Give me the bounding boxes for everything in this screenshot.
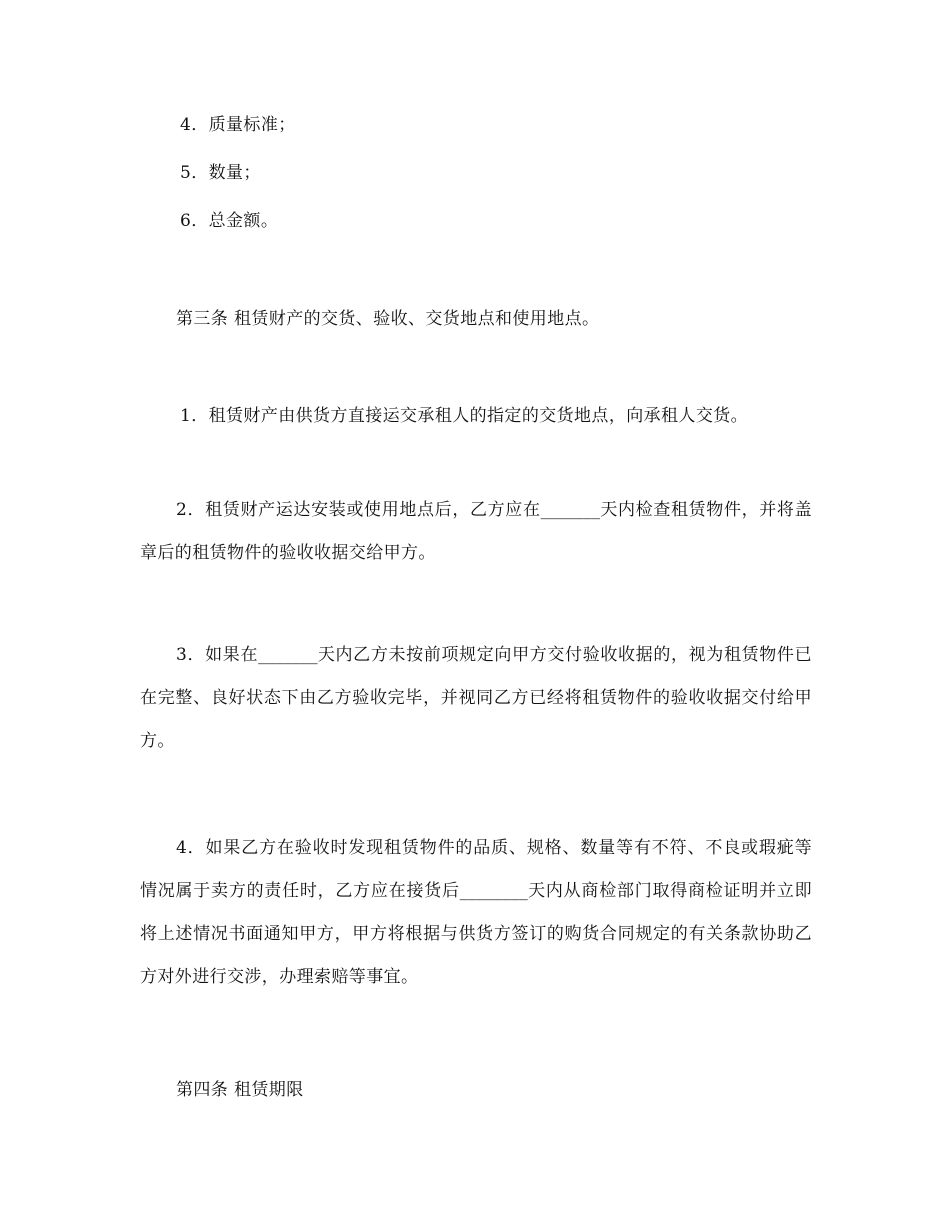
article-3-item-3-text-before: 3．如果在: [176, 645, 259, 665]
article-3-item-3-text-after: 天内乙方未按前项规定向甲方交付验收收据的，视为租赁物件已在完整、良好状态下由乙方验收完毕，并视同乙方已经将租赁物件的验收收据交付给甲方。: [140, 645, 812, 751]
list-item-quality-standard: 4．质量标准；: [180, 115, 296, 135]
article-3-item-4-text-before: 4．如果乙方在验收时发现租赁物件的品质、规格、数量等有不符、不良或瑕疵等情况属于卖方的责任时，乙方应在接货后: [140, 838, 812, 901]
list-item-quantity: 5．数量；: [180, 163, 261, 183]
article-3-item-4: [140, 827, 812, 999]
article-3-item-2-text-before: 2．租赁财产运达安装或使用地点后，乙方应在: [176, 500, 541, 520]
article-3-item-3-blank: _______: [258, 645, 318, 665]
article-3-item-1: 1．租赁财产由供货方直接运交承租人的指定的交货地点，向承租人交货。: [180, 406, 749, 426]
article-4-heading: 第四条 租赁期限: [176, 1080, 304, 1100]
article-3-item-2: [140, 489, 812, 575]
article-3-item-2-blank: _______: [540, 500, 601, 520]
list-item-total-amount: 6．总金额。: [180, 211, 279, 231]
article-3-item-4-text-after: 天内从商检部门取得商检证明并立即将上述情况书面通知甲方，甲方将根据与供货方签订的购货合同规定的有关条款协助乙方对外进行交涉，办理索赔等事宜。: [140, 881, 812, 987]
article-3-item-2-text-after: 天内检查租赁物件，并将盖章后的租赁物件的验收收据交给甲方。: [140, 500, 812, 563]
article-3-heading: 第三条 租赁财产的交货、验收、交货地点和使用地点。: [176, 309, 600, 329]
article-3-item-3: [140, 634, 812, 763]
article-3-item-4-blank: ________: [459, 881, 528, 901]
